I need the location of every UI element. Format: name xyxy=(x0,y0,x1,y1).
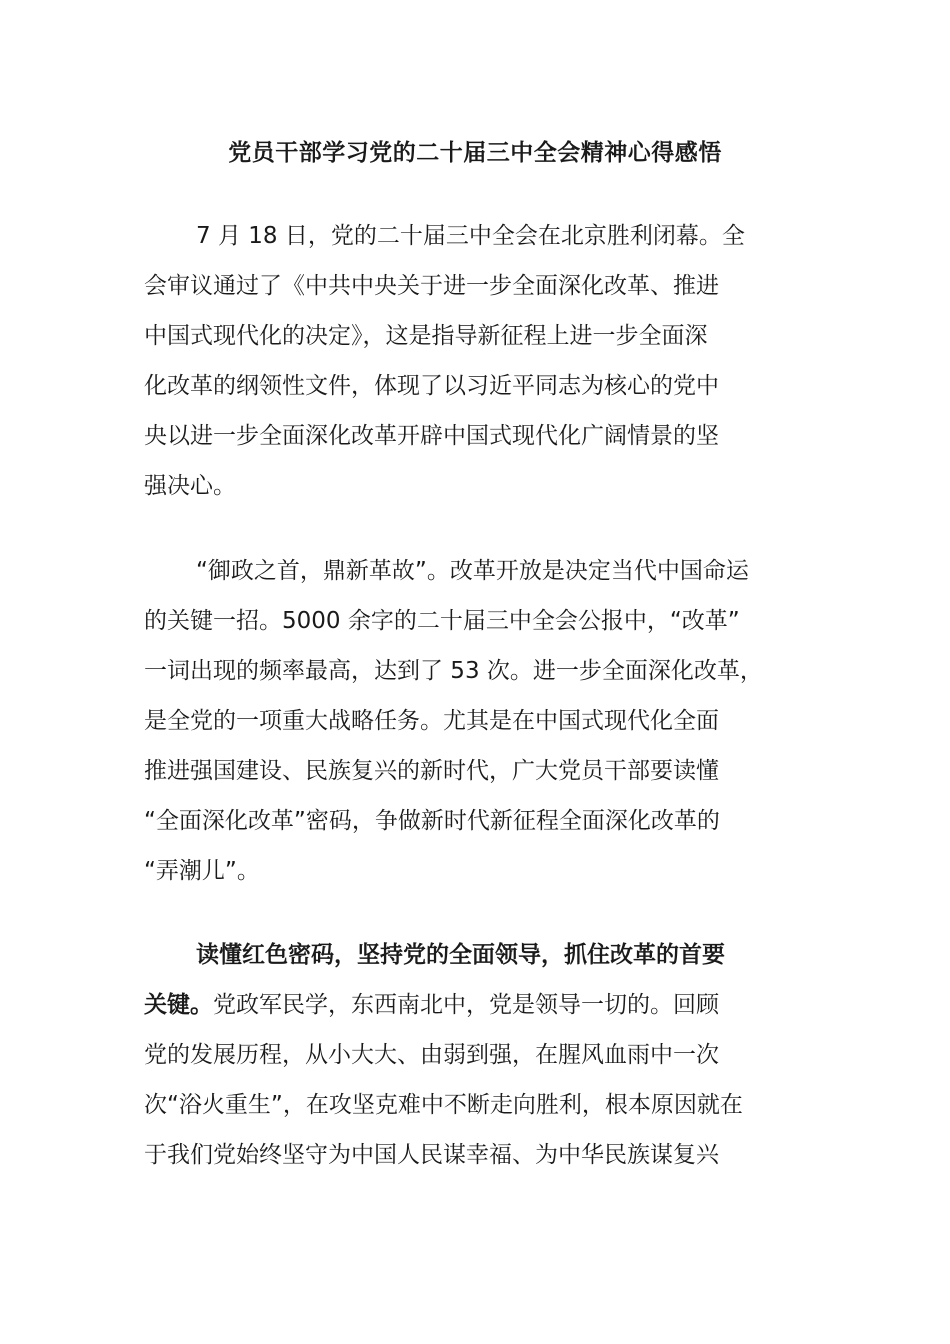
paragraph-line: “全面深化改革”密码，争做新时代新征程全面深化改革的 xyxy=(144,808,720,834)
paragraph-line: 于我们党始终坚守为中国人民谋幸福、为中华民族谋复兴 xyxy=(144,1142,719,1168)
paragraph-heading: 读懂红色密码，坚持党的全面领导，抓住改革的首要 xyxy=(196,942,725,968)
paragraph-line: 党的发展历程，从小大大、由弱到强，在腥风血雨中一次 xyxy=(144,1042,719,1068)
paragraph-line: “御政之首，鼎新革故”。改革开放是决定当代中国命运 xyxy=(196,558,749,584)
paragraph-heading-tail: 关键。 xyxy=(144,992,213,1018)
paragraph-line: 7 月 18 日，党的二十届三中全会在北京胜利闭幕。全 xyxy=(196,223,745,249)
paragraph-1 xyxy=(144,211,834,511)
paragraph-line: 化改革的纲领性文件，体现了以习近平同志为核心的党中 xyxy=(144,373,719,399)
paragraph-line: 一词出现的频率最高，达到了 53 次。进一步全面深化改革， xyxy=(144,658,763,684)
document-title: 党员干部学习党的二十届三中全会精神心得感悟 xyxy=(228,140,722,166)
paragraph-line xyxy=(144,980,834,1030)
paragraph-3 xyxy=(144,930,834,1180)
paragraph-2 xyxy=(144,546,834,896)
paragraph-line: 的关键一招。5000 余字的二十届三中全会公报中，“改革” xyxy=(144,608,740,634)
paragraph-line: 央以进一步全面深化改革开辟中国式现代化广阔情景的坚 xyxy=(144,423,719,449)
paragraph-text: 党政军民学，东西南北中，党是领导一切的。回顾 xyxy=(213,992,719,1018)
paragraph-line: “弄潮儿”。 xyxy=(144,858,260,884)
paragraph-line: 会审议通过了《中共中央关于进一步全面深化改革、推进 xyxy=(144,273,719,299)
paragraph-line: 中国式现代化的决定》，这是指导新征程上进一步全面深 xyxy=(144,323,708,349)
paragraph-line: 强决心。 xyxy=(144,473,236,499)
paragraph-line: 次“浴火重生”，在攻坚克难中不断走向胜利，根本原因就在 xyxy=(144,1092,743,1118)
paragraph-line: 推进强国建设、民族复兴的新时代，广大党员干部要读懂 xyxy=(144,758,719,784)
paragraph-line: 是全党的一项重大战略任务。尤其是在中国式现代化全面 xyxy=(144,708,719,734)
